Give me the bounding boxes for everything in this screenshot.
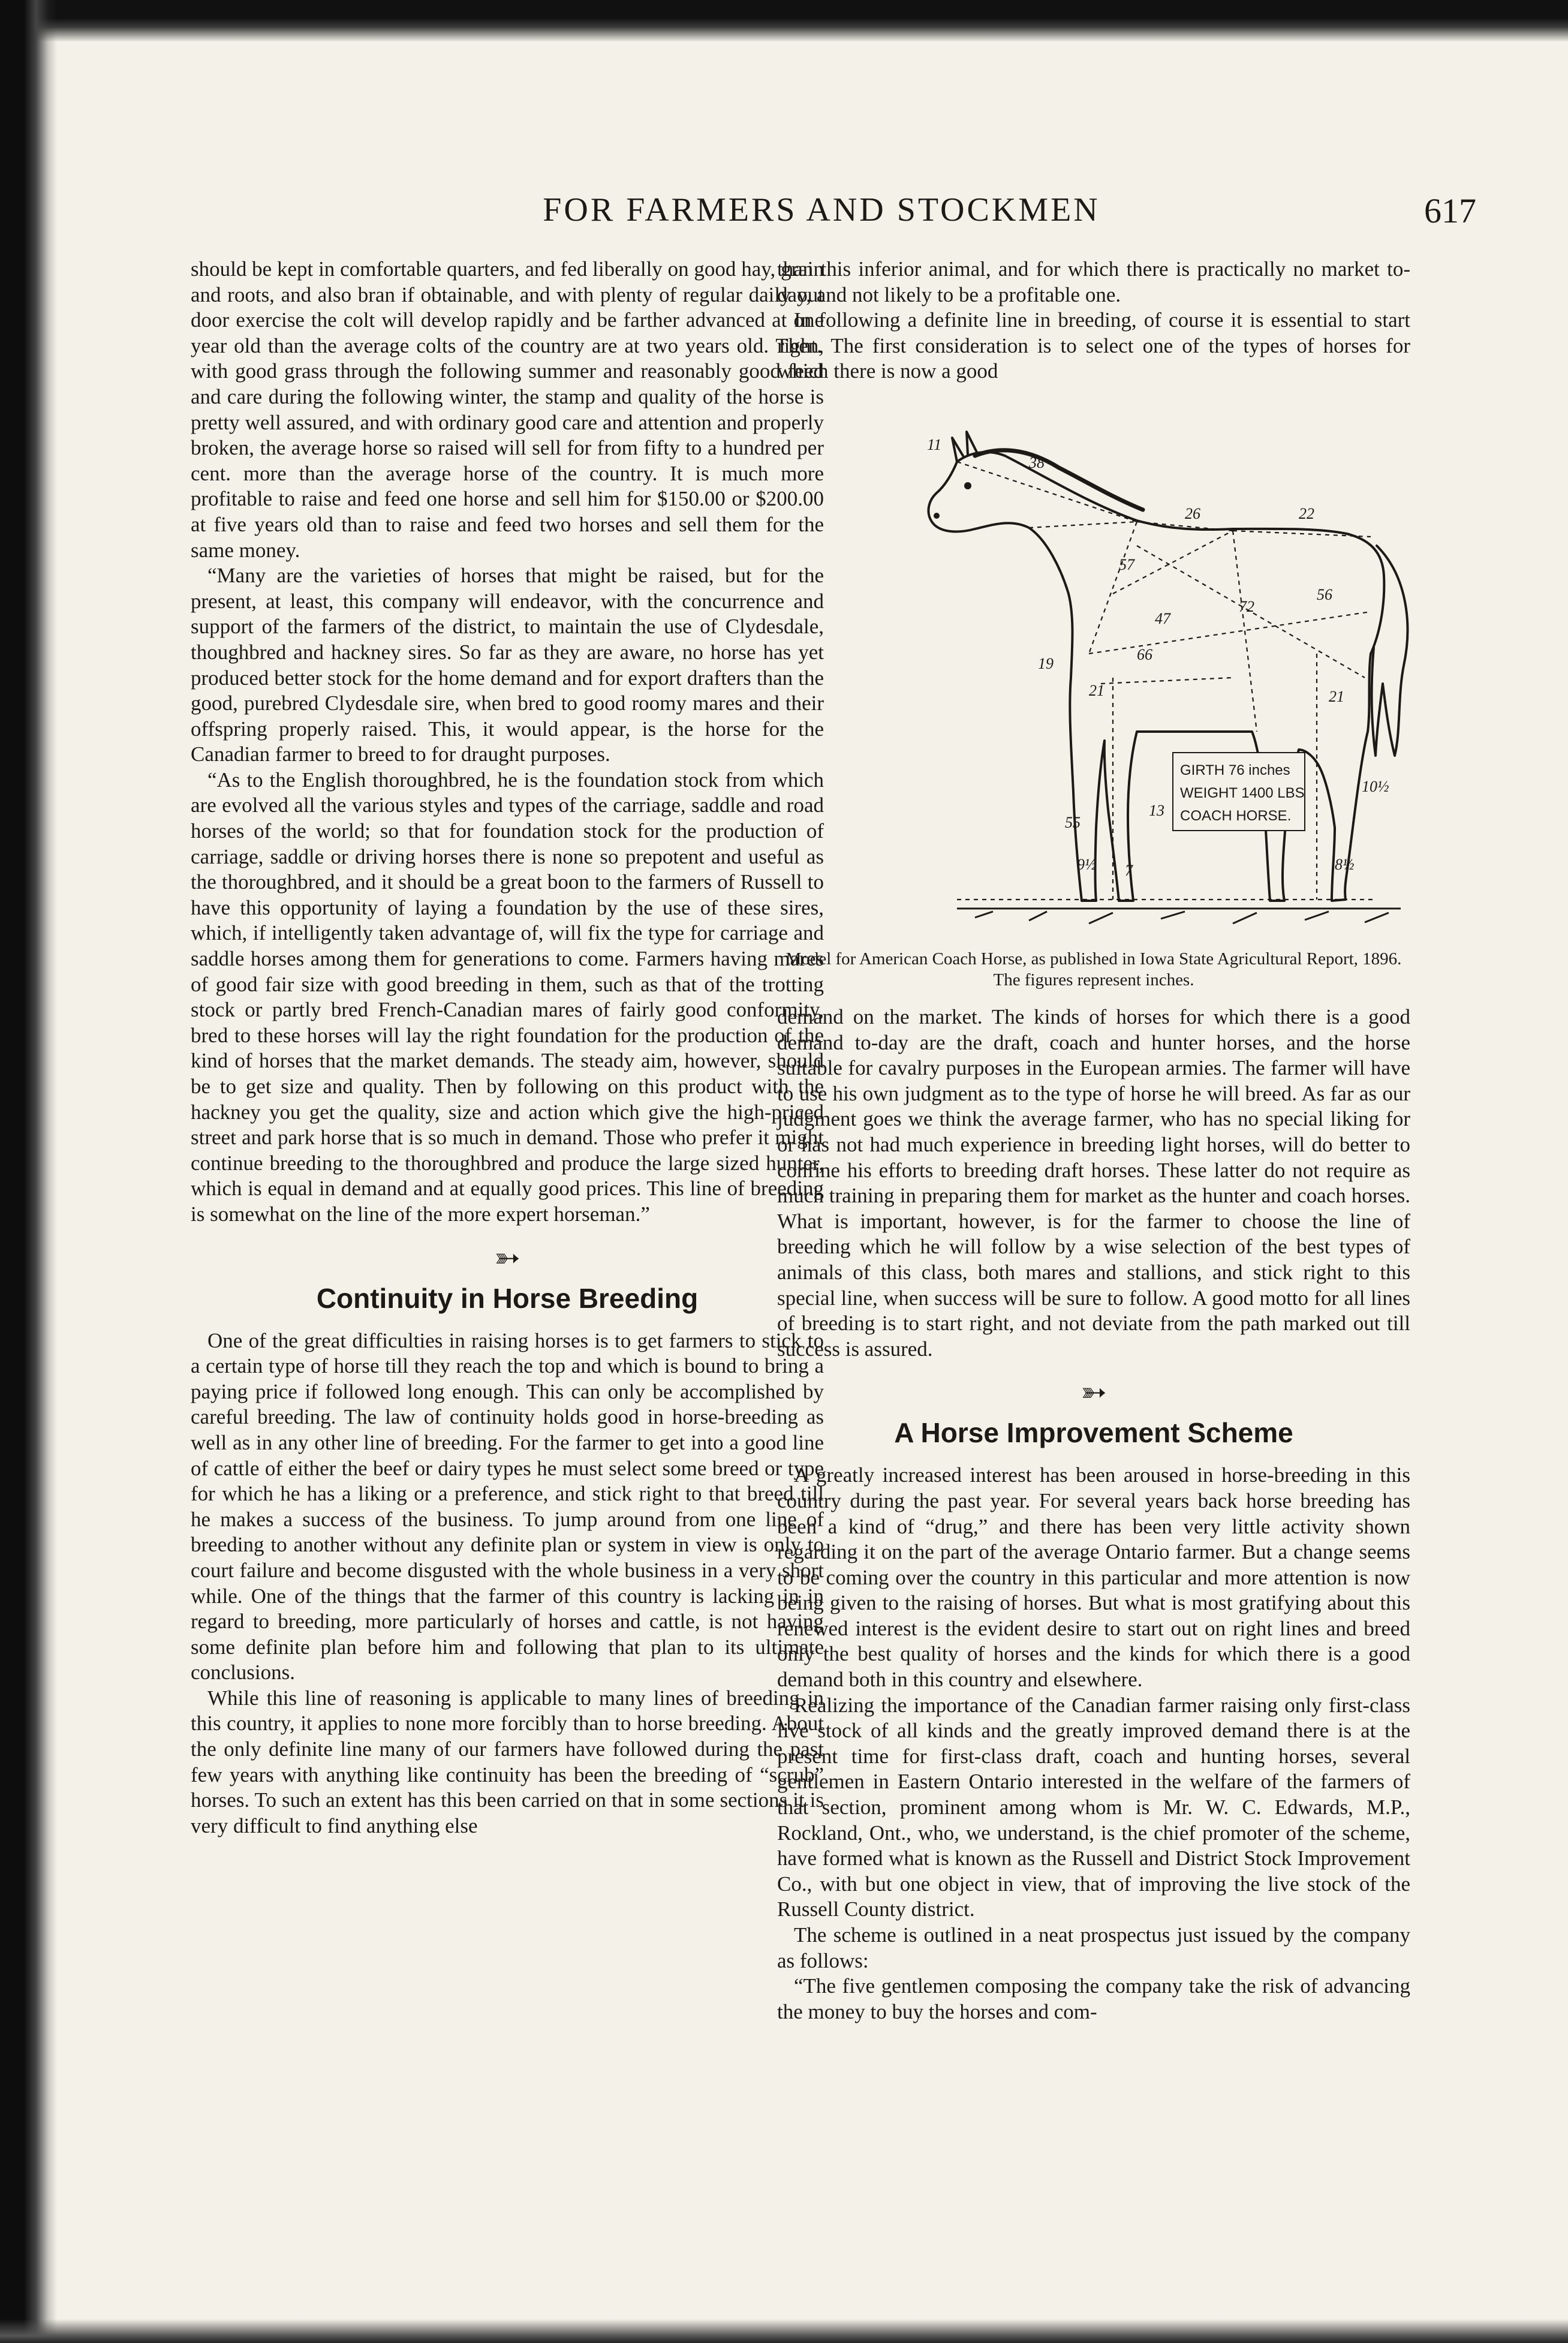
measure-label: 9½: [1077, 856, 1097, 873]
measure-label: 21: [1329, 688, 1344, 705]
left-paragraph-2: “Many are the varieties of horses that might be raised, but for the present, at least, this company will endeavor, with the concurrence and support of the farmers of the district, to maintain the use of Clydesdale, thoughbred and hackney sires. So far as they are aware, no horse has yet produced better stock for the home demand and for export drafters than the good, purebred Clydesdale sire, when bred to good roomy mares and their offspring properly raised. This, it would appear, is the horse for the Canadian farmer to breed to for draught purposes.: [191, 564, 824, 766]
measure-line-underline: [1101, 678, 1233, 684]
horse-nostril: [934, 513, 940, 519]
left-paragraph-5: While this line of reasoning is applicable to many lines of breeding in this country, it applies to none more forcibly than to horse breeding. About the only definite line many of our farmers have followed during the past few years with anything like continuity has been the breeding of “scrub” horses. To such an extent has this been carried on that in some sections it is very difficult to find anything else: [191, 1686, 824, 1837]
horse-features: [934, 482, 971, 519]
section-title-continuity: Continuity in Horse Breeding: [316, 1282, 699, 1314]
measure-label: 22: [1299, 505, 1314, 522]
measure-label: 21: [1089, 682, 1104, 699]
measure-line-throat: [1029, 522, 1137, 528]
measure-label: 47: [1155, 610, 1170, 627]
right-paragraph-2: In following a definite line in breeding, of course it is essential to start right. The first consideration is to select one of the types of horses for which there is now a good: [777, 308, 1410, 383]
right-paragraph-1: than this inferior animal, and for which there is practically no market to-day, and not likely to be a profitable one.: [777, 257, 1410, 306]
measure-line-shoulder: [1089, 522, 1137, 654]
weight-label: WEIGHT 1400 LBS: [1180, 785, 1305, 801]
measure-label: 55: [1065, 814, 1081, 831]
scan-edge-left: [0, 0, 57, 2343]
section-title-improvement: A Horse Improvement Scheme: [894, 1417, 1293, 1449]
scan-edge-bottom: [0, 2319, 1568, 2343]
left-paragraph-3: “As to the English thoroughbred, he is the foundation stock from which are evolved all the various styles and types of the carriage, saddle and road horses of the world; so that for foundation stock for the production of carriage, saddle or driving horses there is none so prepotent and useful as the thoroughbred, and it should be a great boon to the farmers of Russell to have this opportunity of laying a foundation by the use of these sires, which, if intelligently taken advantage of, will fix the type for carriage and saddle horses among them for generations to come. Farmers having mares of good fair size with good breeding in them, such as that of the trotting stock or partly bred French-Canadian mares of fairly good conformity, bred to these horses will lay the right foundation for the production of the kind of horses that the market demands. The steady aim, however, should be to get size and quality. Then by following on this product with the hackney you get the quality, size and action which give the high-priced street and park horse that is so much in demand. Those who prefer it might continue breeding to the thoroughbred and produce the large sized hunter, which is equal in demand and at equally good prices. This line of breeding is somewhat on the line of the more expert horseman.”: [191, 768, 824, 1226]
section-ornament-icon: ➳: [494, 1241, 520, 1276]
measure-line-neck-top: [957, 462, 1137, 522]
measure-label: 13: [1149, 802, 1164, 819]
right-paragraph-7: “The five gentlemen composing the company take the risk of advancing the money to buy the horses and com-: [777, 1974, 1410, 2023]
coach-horse-figure: [777, 396, 1410, 939]
left-paragraph-1: should be kept in comfortable quarters, and fed liberally on good hay, grain and roots, and also bran if obtainable, and with plenty of regular daily out door exercise the colt will develop rapidly and be farther advanced at one year old than the average colts of the country are at two years old. Then, with good grass through the following summer and reasonably good feed and care during the following winter, the stamp and quality of the horse is pretty well assured, and with ordinary good care and attention and properly broken, the average horse so raised will sell for from fifty to a hundred per cent. more than the average horse of the country. It is much more profitable to raise and feed one horse and sell him for $150.00 or $200.00 at five years old than to raise and feed two horses and sell them for the same money.: [191, 257, 824, 562]
figure-caption: Model for American Coach Horse, as published in Iowa State Agricultural Report, 1896. The figures represent inches.: [785, 949, 1402, 989]
right-column-lower: [777, 1004, 1410, 2025]
measure-line-body: [1089, 612, 1371, 654]
right-paragraph-3: demand on the market. The kinds of horses for which there is a good demand to-day are the draft, coach and hunter horses, and the horse suitable for cavalry purposes in the European armies. The farmer will have to use his own judgment as to the type of horse he will breed. As far as our judgment goes we think the average farmer, who has no special liking for or has not had much experience in breeding light horses, will do better to confine his efforts to breeding draft horses. These latter do not require as much training in preparing them for market as the hunter and coach horses. What is important, however, is for the farmer to choose the line of breeding which he will follow by a wise selection of the best types of animals of this class, both mares and stallions, and stick right to this special line, when success will be sure to follow. A good motto for all lines of breeding is to start right, and not deviate from the path marked out till success is assured.: [777, 1005, 1410, 1361]
measure-label: 72: [1239, 598, 1254, 615]
right-column-upper: [777, 257, 1410, 384]
measure-label: 57: [1119, 556, 1134, 573]
measure-label: 26: [1185, 505, 1200, 522]
measurement-labels: [927, 436, 1389, 879]
left-paragraph-4: One of the great difficulties in raising horses is to get farmers to stick to a certain type of horse till they reach the top and which is bound to bring a paying price if followed long enough. This can only be accomplished by careful breeding. The law of continuity holds good in horse-breeding as well as in any other line of breeding. For the farmer to get into a good line of cattle of either the beef or dairy types he must select some breed or type for which he has a liking or a preference, and stick right to that breed till he makes a success of the business. To jump around from one line of breeding to another without any definite plan or system in view is only to court failure and become disgusted with the whole business in a very short while. One of the things that the farmer of this country is lacking in in regard to breeding, more particularly of horses and cattle, is not having some definite plan before him and following that plan to its ultimate conclusions.: [191, 1328, 824, 1685]
tail-outline: [1372, 546, 1408, 756]
horse-outline: [928, 432, 1407, 901]
page-number: 617: [1424, 191, 1476, 230]
measure-label: 38: [1029, 454, 1045, 471]
girth-label: GIRTH 76 inches: [1180, 762, 1290, 778]
measure-label: 8½: [1335, 856, 1355, 873]
measure-label: 11: [927, 436, 942, 453]
ear-line-2: [967, 432, 977, 455]
horse-eye: [964, 482, 971, 489]
right-paragraph-6: The scheme is outlined in a neat prospectus just issued by the company as follows:: [777, 1923, 1410, 1972]
measure-line-girth: [1233, 531, 1257, 732]
left-column: [191, 257, 824, 1839]
breed-label: COACH HORSE.: [1180, 808, 1292, 824]
mane-outline: [975, 450, 1143, 510]
measure-label: 7: [1125, 862, 1133, 879]
measure-label: 56: [1317, 586, 1332, 603]
coach-horse-illustration: [777, 396, 1410, 939]
ground-strokes: [975, 912, 1389, 924]
measure-label: 10½: [1362, 778, 1389, 795]
scan-edge-top: [0, 0, 1568, 42]
specs-text: [1180, 762, 1305, 824]
right-paragraph-4: A greatly increased interest has been aroused in horse-breeding in this country during the past year. For several years back horse breeding has been a kind of “drug,” and there has been very little activity shown regarding it on the part of the average Ontario farmer. But a change seems to be coming over the country in this particular and more attention is now being given to the raising of horses. But what is most gratifying about this renewed interest is the evident desire to start out on right lines and breed only the best quality of horses and the kinds for which there is a good demand both in this country and elsewhere.: [777, 1463, 1410, 1692]
measure-label: 66: [1137, 646, 1152, 663]
measure-label: 19: [1038, 655, 1054, 672]
right-paragraph-5: Realizing the importance of the Canadian farmer raising only first-class live stock of all kinds and the greatly improved demand there is at the present time for first-class draft, coach and hunting horses, several gentlemen in Eastern Ontario interested in the welfare of the farmers of that section, prominent among whom is Mr. W. C. Edwards, M.P., Rockland, Ont., who, we understand, is the chief promoter of the scheme, have formed what is known as the Russell and District Stock Improvement Co., with but one object in view, that of improving the live stock of the Russell County district.: [777, 1693, 1410, 1921]
section-ornament-icon: ➳: [1081, 1376, 1107, 1410]
ground-hatching: [957, 909, 1401, 924]
running-head: FOR FARMERS AND STOCKMEN: [543, 191, 1100, 228]
